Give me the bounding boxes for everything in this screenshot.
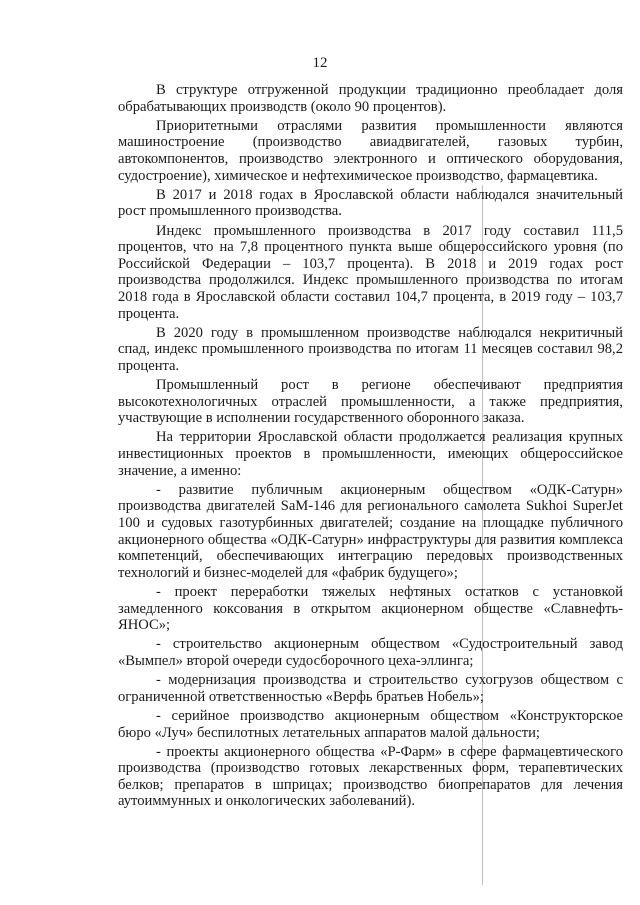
list-item-luch-design-bureau: - серийное производство акционерным обществом «Конструкторское бюро «Луч» беспилотных летательных аппаратов малой дальности; [118, 707, 623, 741]
paragraph-priority-industries: Приоритетными отраслями развития промышленности являются машиностроение (производство авиадвигателей, газовых турбин, автокомпонентов, производство электронного и оптического оборудования, судостроение), химическое и нефтехимическое производство, фармацевтика. [118, 117, 623, 184]
list-item-slavneft-yanos: - проект переработки тяжелых нефтяных остатков с установкой замедленного коксования в открытом акционерном обществе «Славнефть-ЯНОС»; [118, 583, 623, 634]
list-item-odk-saturn: - развитие публичным акционерным обществом «ОДК-Сатурн» производства двигателей SaM-146 для регионального самолета Sukhoi SuperJet 100 и судовых газотурбинных двигателей; создание на площадке публичного акционерного общества «ОДК-Сатурн» инфраструктуры для развития комплекса компетенций, обеспечивающих интеграцию передовых производственных технологий и бизнес-моделей для «фабрик будущего»; [118, 481, 623, 581]
list-item-vympel-shipyard: - строительство акционерным обществом «Судостроительный завод «Вымпел» второй очереди судосборочного цеха-эллинга; [118, 636, 623, 669]
paragraph-growth-drivers: Промышленный рост в регионе обеспечивают предприятия высокотехнологичных отраслей промышленности, а также предприятия, участвующие в исполнении государственного оборонного заказа. [118, 377, 623, 427]
page-number: 12 [312, 55, 328, 71]
paragraph-growth-2017-2018: В 2017 и 2018 годах в Ярославской области наблюдался значительный рост промышленного производства. [118, 186, 623, 220]
paragraph-investment-projects-intro: На территории Ярославской области продолжается реализация крупных инвестиционных проектов в промышленности, имеющих общероссийское значение, а именно: [118, 429, 623, 479]
paragraph-production-index: Индекс промышленного производства в 2017 году составил 111,5 процентов, что на 7,8 процентного пункта выше общероссийского уровня (по Российской Федерации – 103,7 процента). В 2018 и 2019 годах рост производства продолжился. Индекс промышленного производства по итогам 2018 года в Ярославской области составил 104,7 процента, в 2019 году – 103,7 процента. [118, 222, 623, 322]
document-body [118, 82, 623, 813]
list-item-r-pharm: - проекты акционерного общества «Р-Фарм» в сфере фармацевтического производства (производство готовых лекарственных форм, терапевтических белков; препаратов в шприцах; производство биопрепаратов для лечения аутоиммунных и онкологических заболеваний). [118, 743, 623, 810]
paragraph-2020-decline: В 2020 году в промышленном производстве наблюдался некритичный спад, индекс промышленного производства по итогам 11 месяцев составил 98,2 процента. [118, 324, 623, 374]
list-item-nobel-shipyard: - модернизация производства и строительство сухогрузов обществом с ограниченной ответственностью «Верфь братьев Нобель»; [118, 672, 623, 705]
paragraph-product-structure: В структуре отгруженной продукции традиционно преобладает доля обрабатывающих производств (около 90 процентов). [118, 82, 623, 115]
